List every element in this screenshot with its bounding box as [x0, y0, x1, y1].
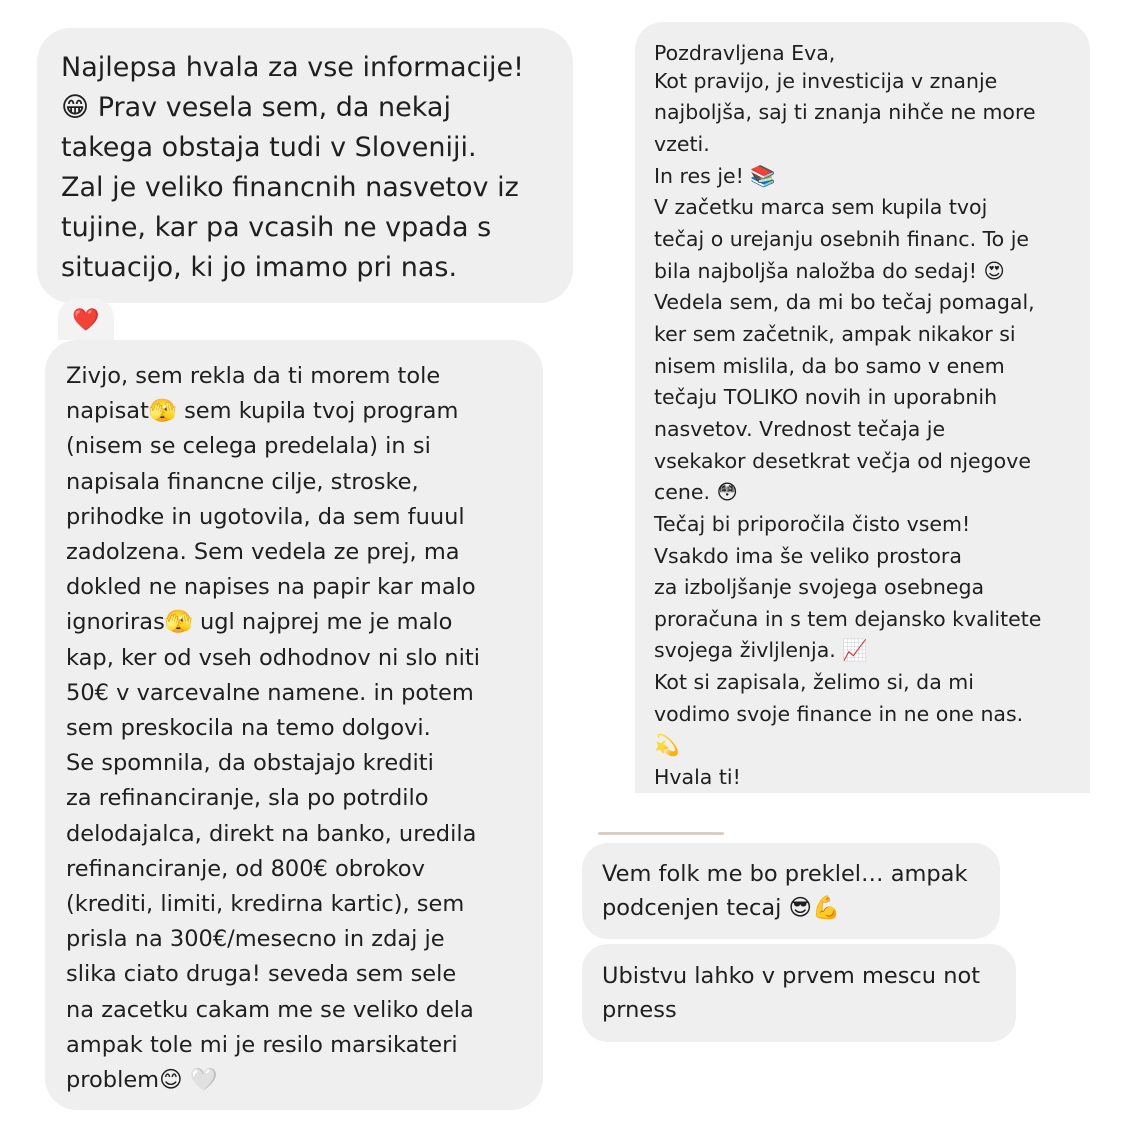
message-line: tečaj o urejanju osebnih financ. To je: [654, 226, 1030, 251]
message-line: vsekakor desetkrat večja od njegove: [654, 448, 1031, 473]
message-line: Vsakdo ima še veliko prostora: [654, 543, 962, 568]
message-line: ampak tole mi je resilo marsikateri: [66, 1031, 458, 1058]
message-line: ignoriras🫣 ugl najprej me je malo: [66, 609, 453, 636]
message-line: vodimo svoje finance in ne one nas.: [654, 701, 1024, 726]
message-bubble-thanks[interactable]: [37, 28, 573, 303]
message-line: Tečaj bi priporočila čisto vsem!: [654, 511, 971, 536]
message-line: prness: [602, 997, 677, 1023]
message-line: prisla na 300€/mesecno in zdaj je: [66, 926, 445, 953]
message-line: Se spomnila, da obstajajo krediti: [66, 750, 434, 777]
message-line: 50€ v varcevalne namene. in potem: [66, 679, 474, 706]
message-line: V začetku marca sem kupila tvoj: [654, 195, 988, 220]
message-line: prihodke in ugotovila, da sem fuuul: [66, 503, 465, 530]
message-line: Zivjo, sem rekla da ti morem tole: [66, 363, 441, 389]
message-bubble-program-feedback[interactable]: [45, 340, 543, 1110]
message-bubble-first-month[interactable]: [582, 944, 1016, 1042]
message-line: 😁 Prav vesela sem, da nekaj: [61, 92, 451, 123]
message-line: problem😊 🤍: [66, 1067, 218, 1094]
message-line: kap, ker od vseh odhodnov ni slo niti: [66, 644, 480, 671]
message-line: napisat🫣 sem kupila tvoj program: [66, 398, 459, 425]
message-line: cene. 😳: [654, 480, 738, 505]
message-line: Kot si zapisala, želimo si, da mi: [654, 670, 974, 695]
message-line: zadolzena. Sem vedela ze prej, ma: [66, 539, 460, 566]
message-line: Vedela sem, da mi bo tečaj pomagal,: [654, 290, 1035, 315]
message-line: slika ciato druga! seveda sem sele: [66, 961, 457, 988]
message-line: (nisem se celega predelala) in si: [66, 433, 431, 460]
message-line: ker sem začetnik, ampak nikakor si: [654, 321, 1016, 346]
message-line: Zal je veliko financnih nasvetov iz: [61, 172, 519, 203]
message-line: za izboljšanje svojega osebnega: [654, 575, 985, 600]
message-line: svojega življlenja. 📈: [654, 638, 868, 663]
message-line: tečaju TOLIKO novih in uporabnih: [654, 385, 998, 410]
message-line: nasvetov. Vrednost tečaja je: [654, 416, 946, 441]
message-line: Pozdravljena Eva,: [654, 41, 836, 65]
message-line: situacijo, ki jo imamo pri nas.: [61, 252, 458, 283]
message-bubble-underrated-course[interactable]: [582, 843, 1000, 939]
message-line: podcenjen tecaj 😎💪: [602, 895, 841, 921]
message-line: tujine, kar pa vcasih ne vpada s: [61, 212, 492, 243]
message-line: Ubistvu lahko v prvem mescu not: [602, 963, 981, 989]
message-line: vzeti.: [654, 131, 710, 156]
message-line: Kot pravijo, je investicija v znanje: [654, 68, 998, 93]
message-line: napisala financne cilje, stroske,: [66, 468, 419, 495]
message-line: dokled ne napises na papir kar malo: [66, 574, 476, 601]
message-line: nisem mislila, da bo samo v enem: [654, 353, 1005, 378]
message-line: (krediti, limiti, kredirna kartic), sem: [66, 891, 465, 918]
message-line: Hvala ti!: [654, 765, 741, 790]
message-line: In res je! 📚: [654, 163, 776, 188]
message-line: na zacetku cakam me se veliko dela: [66, 996, 474, 1023]
message-line: refinanciranje, od 800€ obrokov: [66, 855, 425, 882]
message-line: takega obstaja tudi v Sloveniji.: [61, 132, 477, 163]
message-line: najboljša, saj ti znanja nihče ne more: [654, 100, 1036, 125]
message-bubble-testimonial[interactable]: [635, 22, 1090, 793]
message-line: bila najboljša naložba do sedaj! 😍: [654, 258, 1005, 283]
divider: [598, 832, 724, 835]
message-line: 💫: [654, 733, 680, 758]
message-line: proračuna in s tem dejansko kvalitete: [654, 606, 1042, 631]
message-line: za refinanciranje, sla po potrdilo: [66, 785, 429, 812]
message-line: Vem folk me bo preklel… ampak: [602, 861, 968, 887]
message-line: Najlepsa hvala za vse informacije!: [61, 52, 524, 83]
heart-reaction-icon[interactable]: ❤️: [58, 298, 114, 340]
message-line: delodajalca, direkt na banko, uredila: [66, 820, 477, 847]
message-line: sem preskocila na temo dolgovi.: [66, 715, 431, 742]
